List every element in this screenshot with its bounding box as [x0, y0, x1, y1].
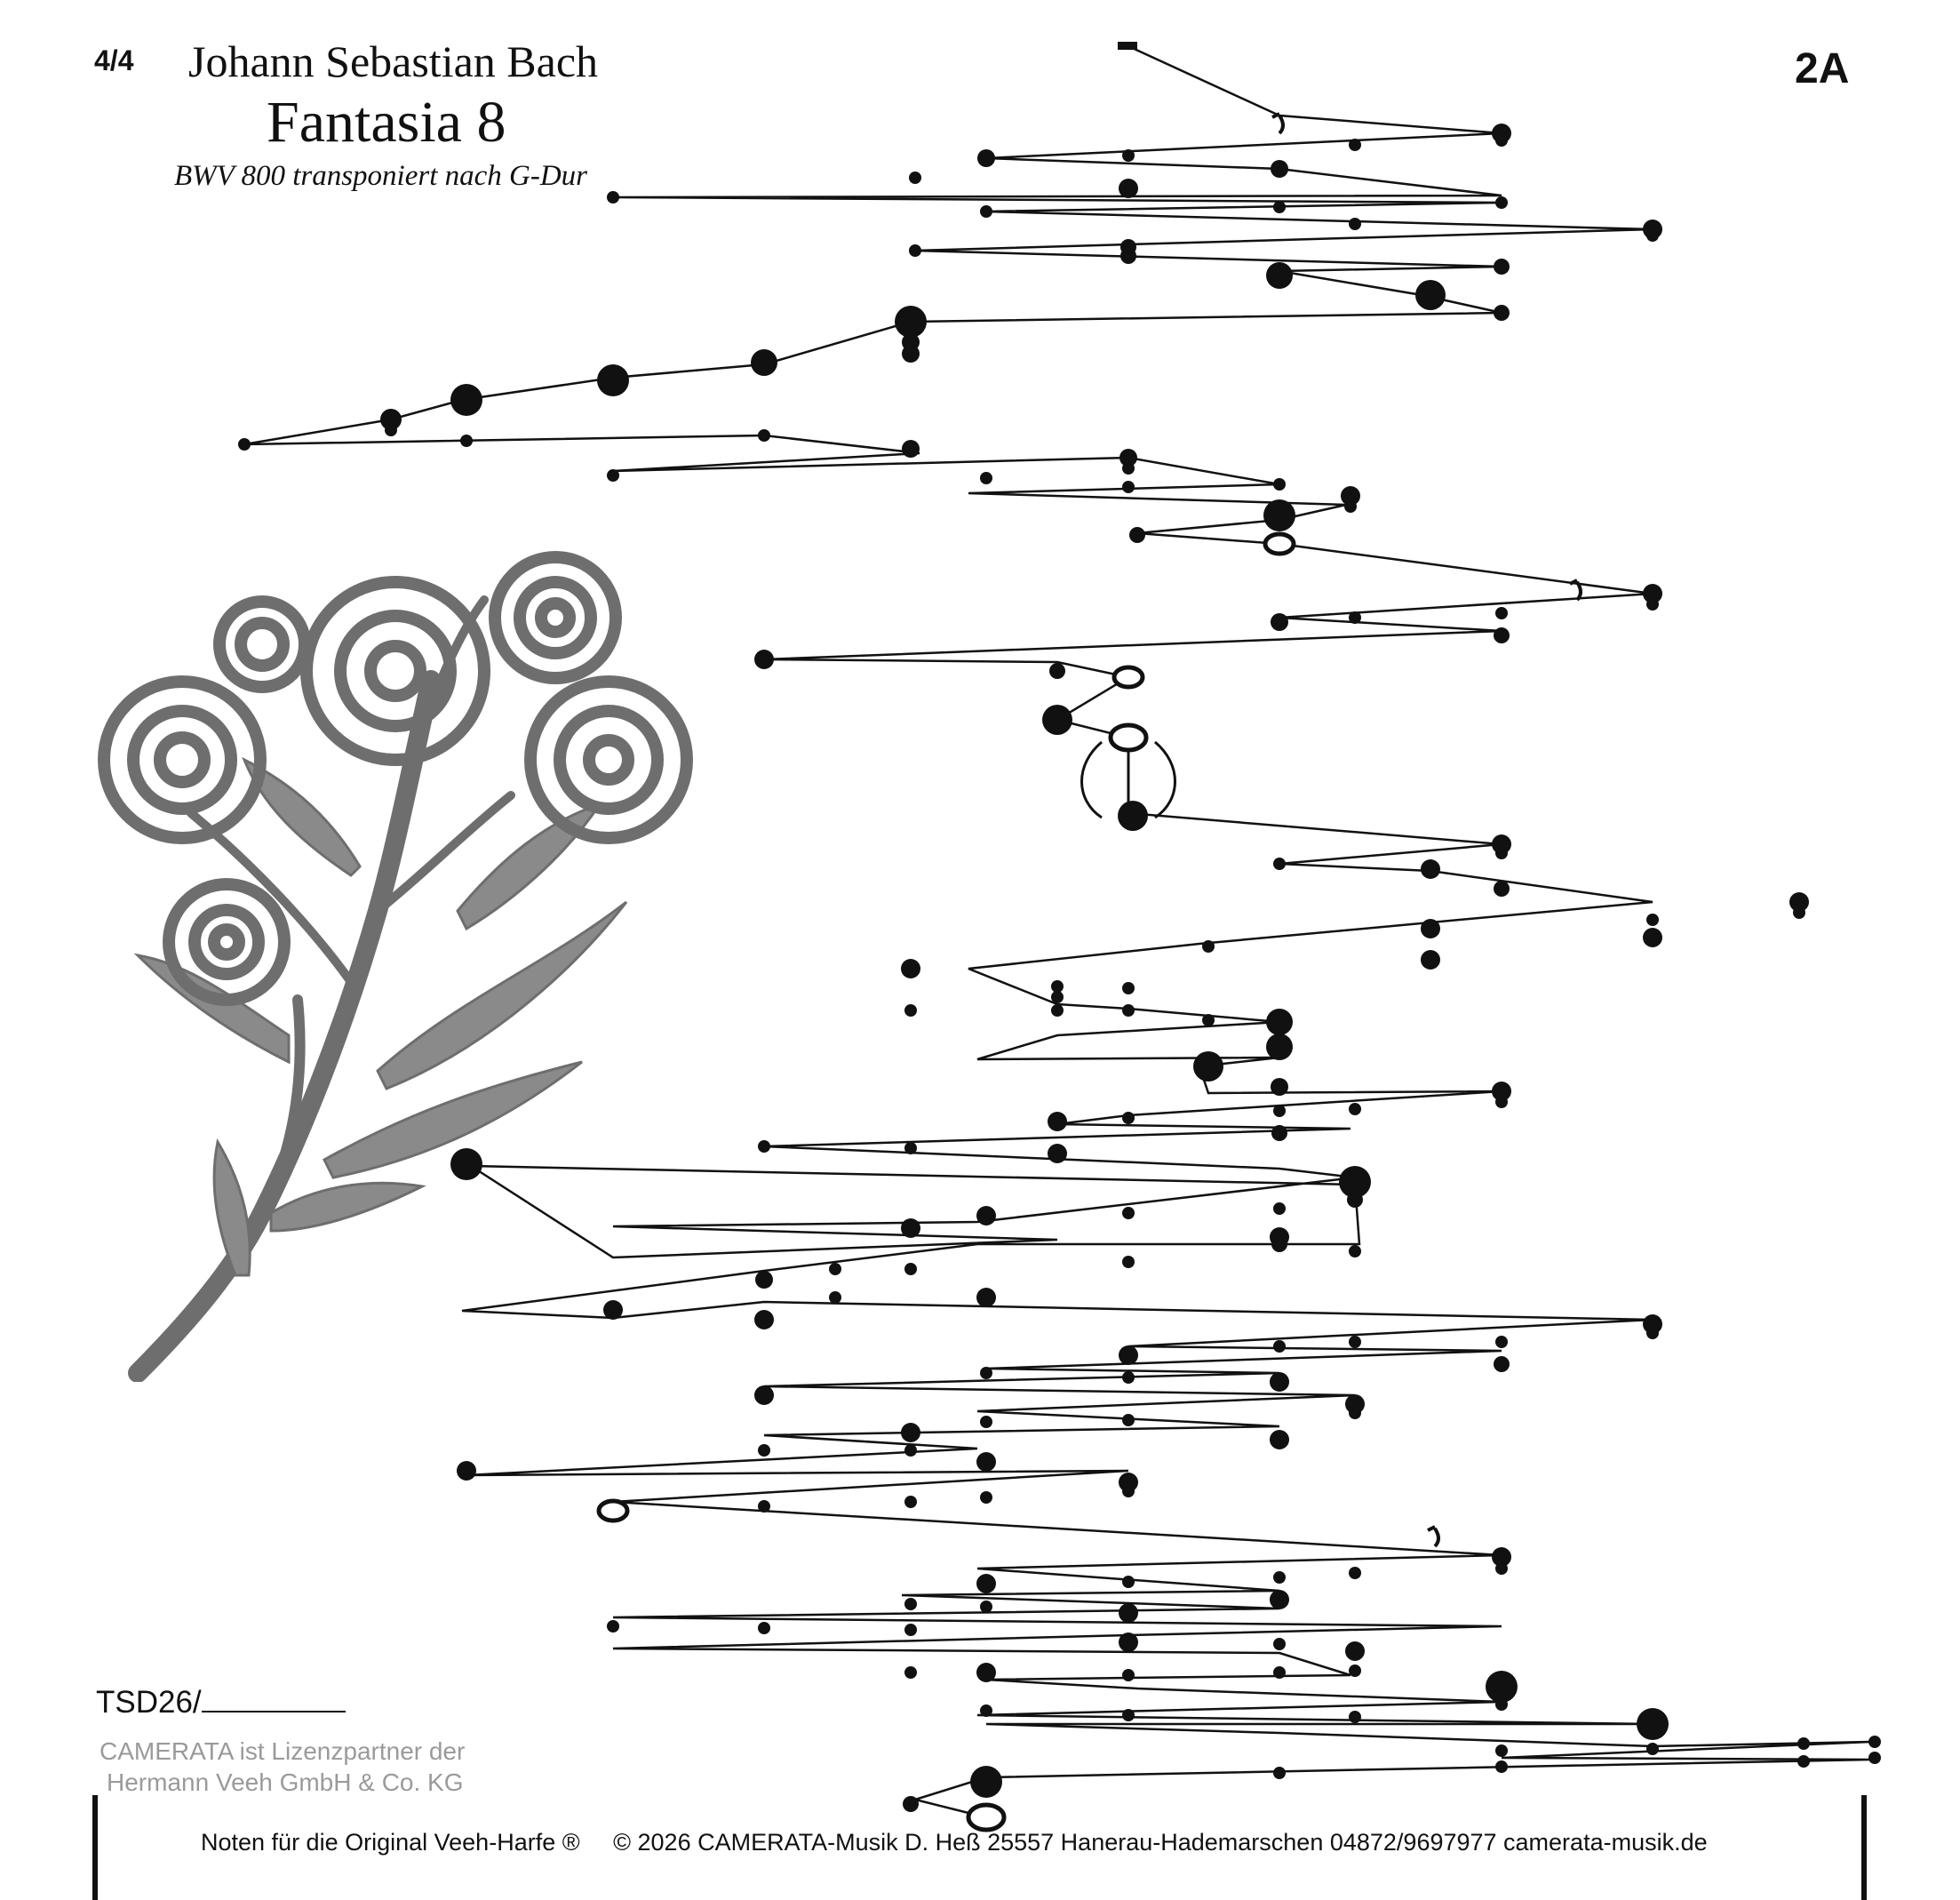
composer-name: Johann Sebastian Bach [188, 36, 599, 86]
order-number-blank[interactable] [202, 1684, 346, 1712]
license-line-1: CAMERATA ist Lizenzpartner der [100, 1737, 466, 1765]
right-border-bar [1861, 1795, 1867, 1900]
piece-subtitle: BWV 800 transponiert nach G-Dur [174, 160, 588, 192]
license-line-2: Hermann Veeh GmbH & Co. KG [107, 1768, 464, 1796]
left-border-bar [92, 1795, 98, 1900]
time-signature: 4/4 [94, 44, 134, 76]
note-connector-line [244, 46, 1870, 1817]
footer-text [201, 1829, 1708, 1856]
piece-title: Fantasia 8 [267, 90, 506, 155]
order-number-value: TSD26/ [96, 1685, 202, 1720]
copyright-notice: © 2026 CAMERATA-Musik D. Heß 25557 Hanerau-Hademarschen 04872/9697977 camerata-musik.de [613, 1829, 1708, 1856]
order-number [96, 1684, 346, 1720]
sheet-code: 2A [1795, 45, 1850, 92]
instrument-note: Noten für die Original Veeh-Harfe ® [201, 1829, 580, 1856]
